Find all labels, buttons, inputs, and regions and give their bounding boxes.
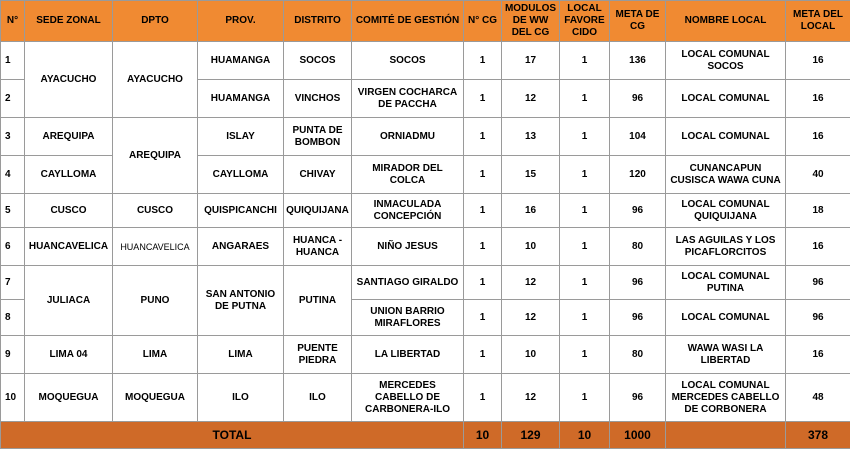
header-prov: PROV.	[198, 1, 284, 42]
nombre-local-cell: LOCAL COMUNAL	[666, 80, 786, 118]
table-row	[1, 42, 850, 80]
prov-cell: ISLAY	[198, 118, 284, 156]
header-dpto: DPTO	[113, 1, 198, 42]
total-label: TOTAL	[1, 422, 464, 449]
distrito-cell: VINCHOS	[284, 80, 352, 118]
total-meta-local: 378	[786, 422, 850, 449]
sede-cell: AREQUIPA	[25, 118, 113, 156]
comite-cell: SANTIAGO GIRALDO	[352, 266, 464, 300]
distrito-cell: SOCOS	[284, 42, 352, 80]
prov-cell: ILO	[198, 374, 284, 422]
total-local: 10	[560, 422, 610, 449]
meta-local-cell: 16	[786, 80, 850, 118]
prov-cell: HUAMANGA	[198, 42, 284, 80]
nombre-local-cell: WAWA WASI LA LIBERTAD	[666, 336, 786, 374]
modulos-cell: 16	[502, 194, 560, 228]
meta-local-cell: 48	[786, 374, 850, 422]
nombre-local-cell: CUNANCAPUN CUSISCA WAWA CUNA	[666, 156, 786, 194]
sede-cell: CUSCO	[25, 194, 113, 228]
comite-cell: LA LIBERTAD	[352, 336, 464, 374]
row-number: 4	[1, 156, 25, 194]
distrito-cell: CHIVAY	[284, 156, 352, 194]
total-row	[1, 422, 850, 449]
distrito-cell: ILO	[284, 374, 352, 422]
row-number: 1	[1, 42, 25, 80]
ncg-cell: 1	[464, 118, 502, 156]
local-cell: 1	[560, 374, 610, 422]
comite-cell: INMACULADA CONCEPCIÓN	[352, 194, 464, 228]
modulos-cell: 12	[502, 300, 560, 336]
meta-cg-cell: 96	[610, 300, 666, 336]
row-number: 5	[1, 194, 25, 228]
meta-local-cell: 96	[786, 300, 850, 336]
header-distrito: DISTRITO	[284, 1, 352, 42]
dpto-cell: CUSCO	[113, 194, 198, 228]
modulos-cell: 12	[502, 266, 560, 300]
sede-cell: AYACUCHO	[25, 42, 113, 118]
modulos-cell: 12	[502, 80, 560, 118]
meta-cg-cell: 96	[610, 266, 666, 300]
local-cell: 1	[560, 42, 610, 80]
comite-cell: SOCOS	[352, 42, 464, 80]
ncg-cell: 1	[464, 42, 502, 80]
meta-cg-cell: 96	[610, 80, 666, 118]
meta-cg-cell: 80	[610, 228, 666, 266]
ncg-cell: 1	[464, 266, 502, 300]
prov-cell: HUAMANGA	[198, 80, 284, 118]
comite-cell: MERCEDES CABELLO DE CARBONERA-ILO	[352, 374, 464, 422]
dpto-cell: LIMA	[113, 336, 198, 374]
prov-cell: LIMA	[198, 336, 284, 374]
meta-local-cell: 96	[786, 266, 850, 300]
meta-local-cell: 16	[786, 336, 850, 374]
ncg-cell: 1	[464, 156, 502, 194]
modulos-cell: 12	[502, 374, 560, 422]
comite-cell: MIRADOR DEL COLCA	[352, 156, 464, 194]
ncg-cell: 1	[464, 336, 502, 374]
row-number: 6	[1, 228, 25, 266]
meta-cg-cell: 120	[610, 156, 666, 194]
ncg-cell: 1	[464, 300, 502, 336]
table-row	[1, 228, 850, 266]
nombre-local-cell: LOCAL COMUNAL MERCEDES CABELLO DE CORBONERA	[666, 374, 786, 422]
nombre-local-cell: LOCAL COMUNAL	[666, 118, 786, 156]
header-meta-local: META DEL LOCAL	[786, 1, 850, 42]
meta-local-cell: 18	[786, 194, 850, 228]
meta-cg-cell: 104	[610, 118, 666, 156]
dpto-cell: MOQUEGUA	[113, 374, 198, 422]
local-cell: 1	[560, 336, 610, 374]
meta-local-cell: 16	[786, 228, 850, 266]
dpto-cell: AYACUCHO	[113, 42, 198, 118]
table-row	[1, 336, 850, 374]
local-cell: 1	[560, 194, 610, 228]
prov-cell: SAN ANTONIO DE PUTNA	[198, 266, 284, 336]
meta-cg-cell: 96	[610, 194, 666, 228]
comite-cell: NIÑO JESUS	[352, 228, 464, 266]
header-modulos: MODULOS DE WW DEL CG	[502, 1, 560, 42]
distrito-cell: PUNTA DE BOMBON	[284, 118, 352, 156]
ncg-cell: 1	[464, 80, 502, 118]
meta-local-cell: 16	[786, 42, 850, 80]
row-number: 9	[1, 336, 25, 374]
modulos-cell: 17	[502, 42, 560, 80]
header-n: N°	[1, 1, 25, 42]
header-comite: COMITÉ DE GESTIÓN	[352, 1, 464, 42]
total-ncg: 10	[464, 422, 502, 449]
nombre-local-cell: LOCAL COMUNAL	[666, 300, 786, 336]
sede-cell: HUANCAVELICA	[25, 228, 113, 266]
ncg-cell: 1	[464, 374, 502, 422]
modulos-cell: 13	[502, 118, 560, 156]
prov-cell: QUISPICANCHI	[198, 194, 284, 228]
local-cell: 1	[560, 300, 610, 336]
row-number: 2	[1, 80, 25, 118]
row-number: 10	[1, 374, 25, 422]
table-row	[1, 266, 850, 300]
header-local-favorecido: LOCAL FAVORE CIDO	[560, 1, 610, 42]
local-cell: 1	[560, 266, 610, 300]
modulos-cell: 10	[502, 228, 560, 266]
meta-local-cell: 16	[786, 118, 850, 156]
table-row	[1, 118, 850, 156]
header-sede: SEDE ZONAL	[25, 1, 113, 42]
local-cell: 1	[560, 228, 610, 266]
ncg-cell: 1	[464, 194, 502, 228]
meta-cg-cell: 96	[610, 374, 666, 422]
header-row	[1, 1, 850, 42]
sede-cell: MOQUEGUA	[25, 374, 113, 422]
distrito-cell: PUENTE PIEDRA	[284, 336, 352, 374]
comite-cell: VIRGEN COCHARCA DE PACCHA	[352, 80, 464, 118]
nombre-local-cell: LOCAL COMUNAL PUTINA	[666, 266, 786, 300]
header-ncg: N° CG	[464, 1, 502, 42]
distrito-cell: PUTINA	[284, 266, 352, 336]
local-cell: 1	[560, 156, 610, 194]
local-cell: 1	[560, 80, 610, 118]
nombre-local-cell: LOCAL COMUNAL SOCOS	[666, 42, 786, 80]
nombre-local-cell: LAS AGUILAS Y LOS PICAFLORCITOS	[666, 228, 786, 266]
prov-cell: ANGARAES	[198, 228, 284, 266]
sede-cell: JULIACA	[25, 266, 113, 336]
total-modulos: 129	[502, 422, 560, 449]
total-nombre-local	[666, 422, 786, 449]
header-meta-cg: META DE CG	[610, 1, 666, 42]
meta-local-cell: 40	[786, 156, 850, 194]
meta-cg-cell: 136	[610, 42, 666, 80]
row-number: 7	[1, 266, 25, 300]
row-number: 3	[1, 118, 25, 156]
comite-cell: ORNIADMU	[352, 118, 464, 156]
meta-cg-cell: 80	[610, 336, 666, 374]
ncg-cell: 1	[464, 228, 502, 266]
nombre-local-cell: LOCAL COMUNAL QUIQUIJANA	[666, 194, 786, 228]
table-row	[1, 374, 850, 422]
dpto-cell: PUNO	[113, 266, 198, 336]
table-row	[1, 194, 850, 228]
comite-cell: UNION BARRIO MIRAFLORES	[352, 300, 464, 336]
prov-cell: CAYLLOMA	[198, 156, 284, 194]
total-meta-cg: 1000	[610, 422, 666, 449]
sede-cell: LIMA 04	[25, 336, 113, 374]
sede-cell: CAYLLOMA	[25, 156, 113, 194]
header-nombre-local: NOMBRE LOCAL	[666, 1, 786, 42]
distrito-cell: HUANCA - HUANCA	[284, 228, 352, 266]
local-cell: 1	[560, 118, 610, 156]
row-number: 8	[1, 300, 25, 336]
dpto-cell: AREQUIPA	[113, 118, 198, 194]
dpto-cell: HUANCAVELICA	[113, 228, 198, 266]
modulos-cell: 10	[502, 336, 560, 374]
modulos-cell: 15	[502, 156, 560, 194]
distrito-cell: QUIQUIJANA	[284, 194, 352, 228]
